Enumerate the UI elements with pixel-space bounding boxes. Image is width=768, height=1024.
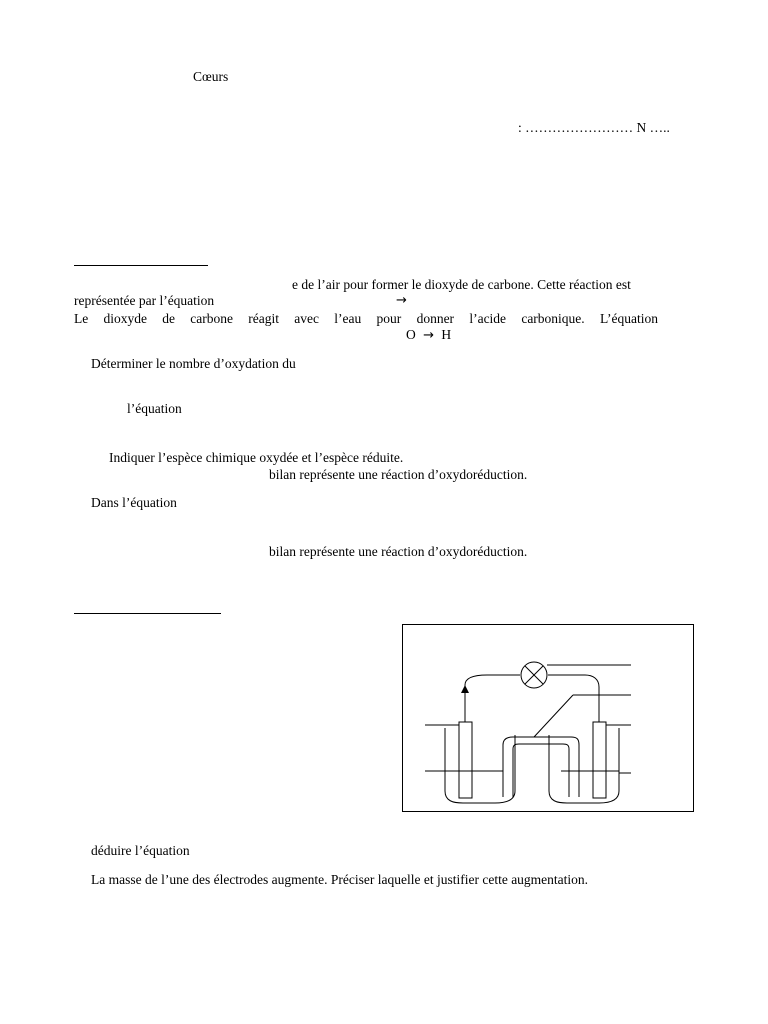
equation-2 (406, 327, 451, 344)
equation-2-arrow: → (423, 328, 435, 343)
right-electrode (593, 722, 606, 798)
line-3-word: de (162, 311, 176, 326)
label-line-bridge-diag (534, 695, 573, 737)
section-1-rule (74, 265, 208, 266)
exercise-1-line-1: e de l’air pour former le dioxyde de carbone. Cette réaction est (292, 277, 631, 292)
equation-2-right: H (441, 327, 452, 342)
line-3-word: Le (74, 311, 89, 326)
question-4: bilan représente une réaction d’oxydoréduction. (269, 467, 528, 482)
name-dots: : …………………… (518, 120, 634, 135)
school-name: Cœurs (193, 69, 229, 84)
number-label: N (636, 120, 647, 135)
line-3-word: l’acide (469, 311, 507, 326)
equation-1-arrow: → (396, 293, 407, 308)
question-6: bilan représente une réaction d’oxydoréduction. (269, 544, 528, 559)
line-3-word: l’eau (334, 311, 362, 326)
question-1: Déterminer le nombre d’oxydation du (91, 356, 296, 371)
line-3-word: L’équation (599, 311, 658, 326)
right-beaker (549, 728, 619, 803)
exercise-1-line-2: représentée par l’équation (74, 293, 215, 308)
question-8: La masse de l’une des électrodes augmente. Préciser laquelle et justifier cette augmentation. (91, 872, 589, 887)
question-7: déduire l’équation (91, 843, 190, 858)
line-3-word: dioxyde (103, 311, 148, 326)
left-wire (465, 675, 520, 722)
line-3-word: carbone (190, 311, 234, 326)
section-2-rule (74, 613, 221, 614)
number-dots: ….. (649, 120, 670, 135)
line-3-word: donner (416, 311, 455, 326)
question-5: Dans l’équation (91, 495, 177, 510)
left-electrode (459, 722, 472, 798)
cell-diagram (403, 625, 695, 813)
current-arrow-icon (461, 685, 469, 693)
question-2: l’équation (127, 401, 182, 416)
line-3-word: réagit (248, 311, 280, 326)
exercise-1-line-3 (74, 311, 658, 327)
question-3: Indiquer l’espèce chimique oxydée et l’espèce réduite. (109, 450, 404, 465)
right-wire (548, 675, 599, 722)
student-info-line (518, 120, 670, 136)
salt-bridge-inner (513, 744, 569, 797)
electrochemical-cell-figure (402, 624, 694, 812)
equation-2-left: O (406, 327, 416, 342)
line-3-word: avec (294, 311, 320, 326)
line-3-word: carbonique. (521, 311, 585, 326)
line-3-word: pour (376, 311, 402, 326)
